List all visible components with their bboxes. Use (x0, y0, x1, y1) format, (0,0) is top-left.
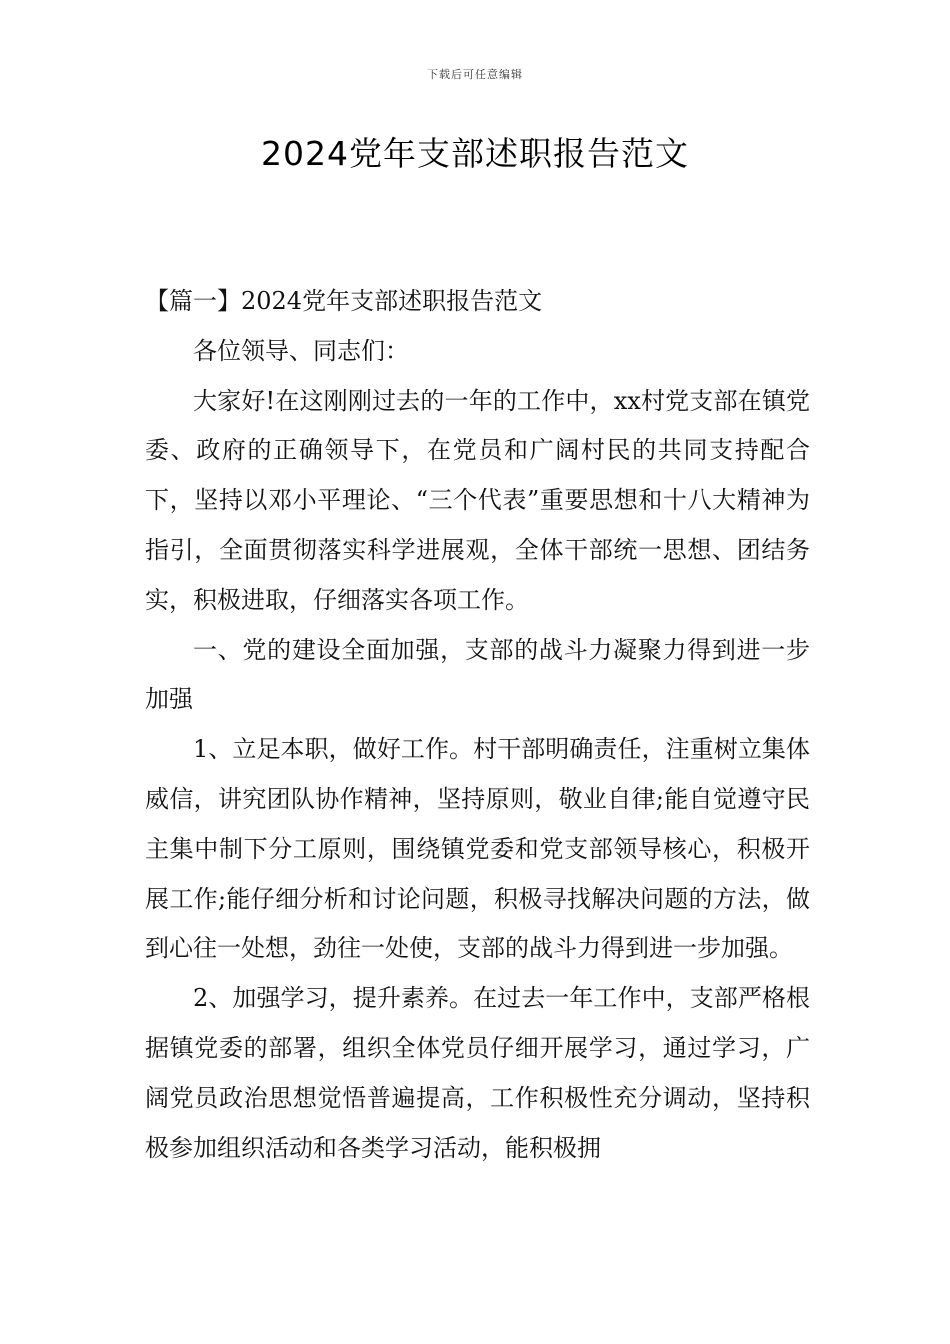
document-title: 2024党年支部述职报告范文 (261, 134, 689, 173)
paragraph-item-1: 1、立足本职，做好工作。村干部明确责任，注重树立集体威信，讲究团队协作精神，坚持原则，敬业自律;能自觉遵守民主集中制下分工原则，围绕镇党委和党支部领导核心，积极开展工作;能仔细分析和讨论问题，积极寻找解决问题的方法，做到心往一处想，劲往一处使，支部的战斗力得到进一步加强。 (145, 735, 810, 963)
header-note: 下载后可任意编辑 (427, 68, 523, 81)
document-body (145, 277, 810, 1173)
salutation: 各位领导、同志们： (193, 336, 409, 365)
paragraph-item-2: 2、加强学习，提升素养。在过去一年工作中，支部严格根据镇党委的部署，组织全体党员仔细开展学习，通过学习，广阔党员政治思想觉悟普遍提高，工作积极性充分调动，坚持积极参加组织活动和各类学习活动，能积极拥 (145, 984, 810, 1162)
paragraph-heading-one: 一、党的建设全面加强，支部的战斗力凝聚力得到进一步加强 (145, 635, 810, 714)
section-heading: 【篇一】2024党年支部述职报告范文 (145, 287, 543, 315)
paragraph-intro: 大家好!在这刚刚过去的一年的工作中，xx村党支部在镇党委、政府的正确领导下，在党员和广阔村民的共同支持配合下，坚持以邓小平理论、“三个代表”重要思想和十八大精神为指引，全面贯彻落实科学进展观，全体干部统一思想、团结务实，积极进取，仔细落实各项工作。 (145, 386, 810, 614)
